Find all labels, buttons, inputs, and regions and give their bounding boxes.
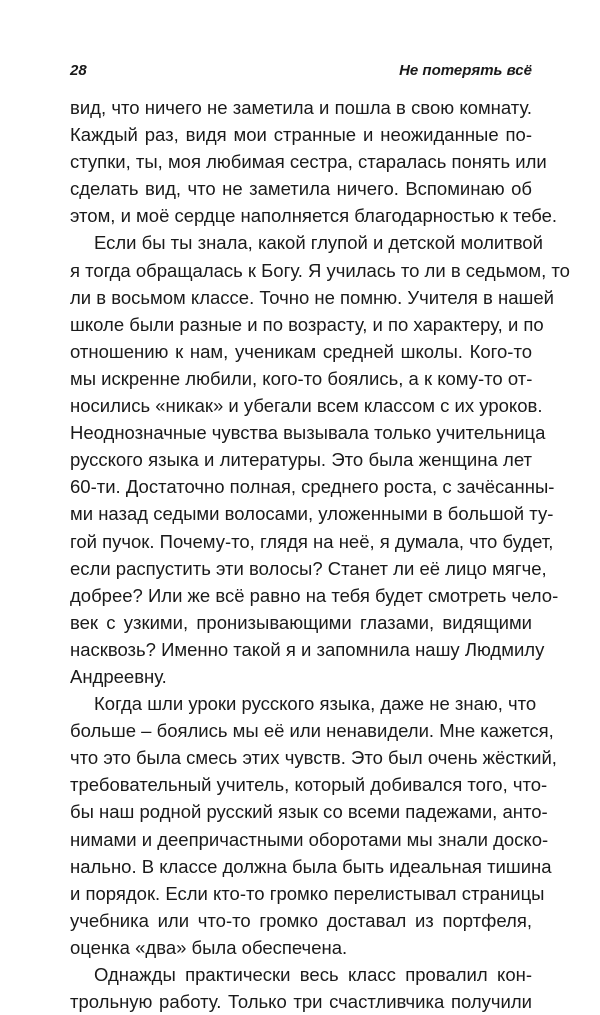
text-line: оценка «два» была обеспечена. xyxy=(70,936,348,958)
text-line: русского языка и литературы. Это была женщина лет xyxy=(70,449,532,471)
text-line: если распустить эти волосы? Станет ли её лицо мягче, xyxy=(70,557,547,579)
text-line: я тогда обращалась к Богу. Я училась то ли в седьмом, то xyxy=(70,259,570,281)
text-line: Каждый раз, видя мои странные и неожиданные по- xyxy=(70,124,532,146)
text-line: что это была смесь этих чувств. Это был очень жёсткий, xyxy=(70,747,557,769)
paragraph xyxy=(70,690,557,961)
running-title: Не потерять всё xyxy=(399,62,532,79)
text-line: Однажды практически весь класс провалил кон- xyxy=(94,964,532,985)
text-line: школе были разные и по возрасту, и по характеру, и по xyxy=(70,313,544,335)
text-line: гой пучок. Почему-то, глядя на неё, я думала, что будет, xyxy=(70,530,554,552)
text-line: вид, что ничего не заметила и пошла в свою комнату. xyxy=(70,97,532,118)
text-line: век с узкими, пронизывающими глазами, видящими xyxy=(70,611,532,633)
text-line: добрее? Или же всё равно на тебя будет смотреть чело- xyxy=(70,584,559,606)
running-header xyxy=(70,62,532,84)
text-line: 60-ти. Достаточно полная, среднего роста, с зачёсанны- xyxy=(70,476,555,498)
text-line: ми назад седыми волосами, уложенными в большой ту- xyxy=(70,503,554,525)
text-line: отношению к нам, ученикам средней школы. Кого-то xyxy=(70,340,532,362)
text-line: мы искренне любили, кого-то боялись, а к кому-то от- xyxy=(70,367,533,389)
text-line: учебника или что-то громко доставал из портфеля, xyxy=(70,909,532,931)
paragraph xyxy=(70,94,558,229)
text-line: ступки, ты, моя любимая сестра, старалась понять или xyxy=(70,151,547,173)
text-line: носились «никак» и убегали всем классом с их уроков. xyxy=(70,395,543,417)
text-line: и порядок. Если кто-то громко перелистывал страницы xyxy=(70,882,545,904)
text-line: Когда шли уроки русского языка, даже не знаю, что xyxy=(94,693,537,715)
paragraph xyxy=(70,229,570,690)
text-line: нимами и деепричастными оборотами мы знали доско- xyxy=(70,828,549,850)
paragraph xyxy=(70,961,532,1015)
text-line: Андреевну. xyxy=(70,665,167,687)
text-line: сделать вид, что не заметила ничего. Вспоминаю об xyxy=(70,178,532,200)
text-line: требовательный учитель, который добивался того, что- xyxy=(70,774,548,796)
text-line: этом, и моё сердце наполняется благодарностью к тебе. xyxy=(70,205,558,227)
text-line: больше – боялись мы её или ненавидели. Мне кажется, xyxy=(70,720,554,742)
text-line: Если бы ты знала, какой глупой и детской молитвой xyxy=(94,232,543,254)
text-line: насквозь? Именно такой я и запомнила нашу Людмилу xyxy=(70,638,545,660)
text-line: бы наш родной русский язык со всеми падежами, анто- xyxy=(70,801,548,823)
text-line: ли в восьмом классе. Точно не помню. Учителя в нашей xyxy=(70,286,554,308)
text-line: трольную работу. Только три счастливчика получили xyxy=(70,991,532,1013)
text-line: Неоднозначные чувства вызывала только учительница xyxy=(70,422,546,444)
text-line: нально. В классе должна была быть идеальная тишина xyxy=(70,855,552,877)
body-text xyxy=(70,94,570,1015)
page-number: 28 xyxy=(70,62,87,79)
